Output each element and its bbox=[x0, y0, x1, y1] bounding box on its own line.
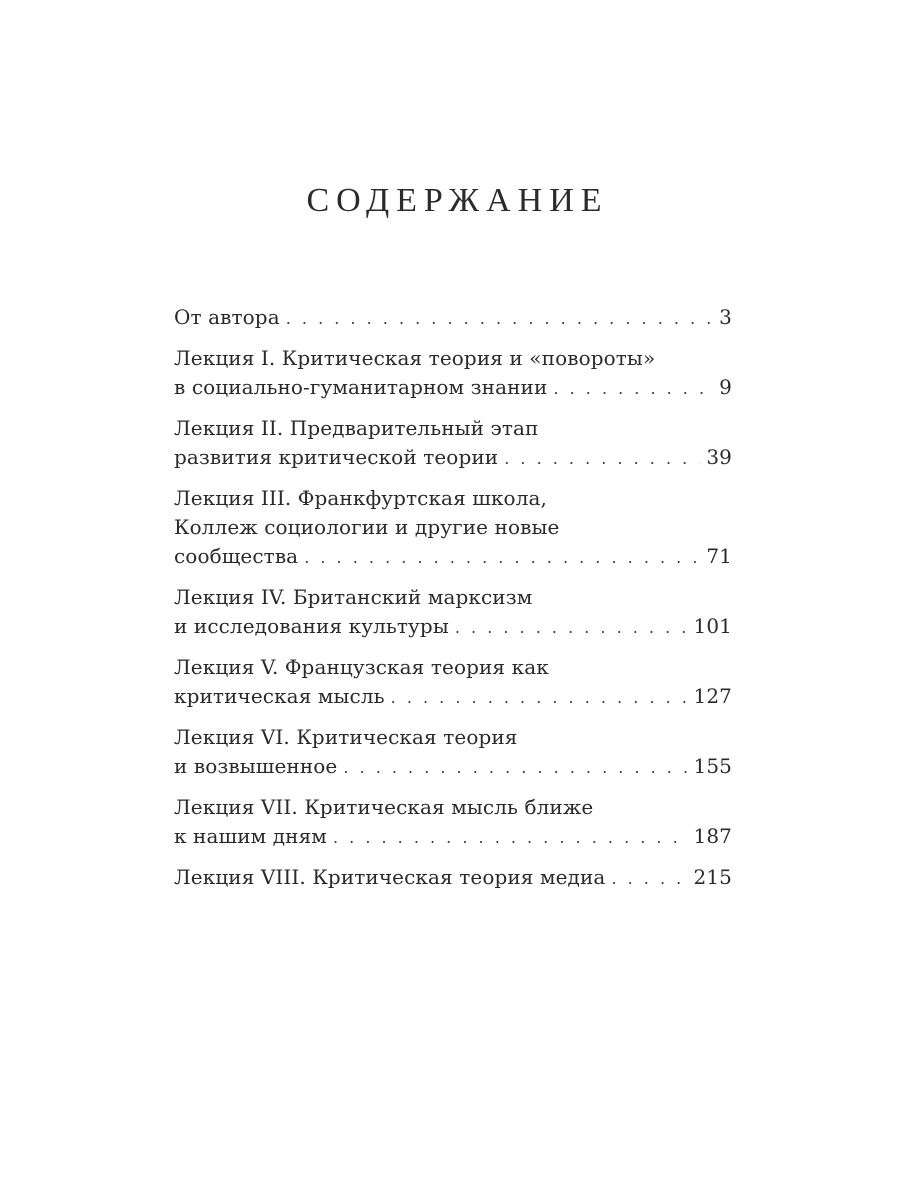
toc-page-number: 9 bbox=[719, 375, 732, 399]
toc-entry-title: Лекция VII. Критическая мысль ближе bbox=[174, 795, 594, 819]
dot-leader bbox=[391, 683, 688, 712]
dot-leader bbox=[333, 823, 688, 852]
toc-entry-title: сообщества bbox=[174, 544, 299, 568]
dot-leader bbox=[286, 304, 712, 333]
toc-entry-lecture-2 bbox=[174, 414, 732, 473]
toc-heading: СОДЕРЖАНИЕ bbox=[306, 182, 609, 219]
toc-entry-title: Лекция VIII. Критическая теория медиа bbox=[174, 865, 606, 889]
toc-entry-lecture-7 bbox=[174, 793, 732, 852]
toc-entry-title: Лекция I. Критическая теория и «повороты» bbox=[174, 346, 656, 370]
toc-entry-title: в социально-гуманитарном знании bbox=[174, 375, 548, 399]
toc-entry-lecture-1 bbox=[174, 344, 732, 403]
table-of-contents bbox=[174, 303, 732, 904]
toc-page-number: 187 bbox=[693, 824, 732, 848]
toc-entry-title: Лекция V. Французская теория как bbox=[174, 655, 549, 679]
dot-leader bbox=[553, 374, 712, 403]
dot-leader bbox=[343, 753, 687, 782]
toc-page-number: 215 bbox=[693, 865, 732, 889]
toc-entry-title: Лекция IV. Британский марксизм bbox=[174, 585, 533, 609]
toc-page-number: 3 bbox=[719, 305, 732, 329]
dot-leader bbox=[455, 613, 688, 642]
toc-page-number: 127 bbox=[693, 684, 732, 708]
toc-page-number: 39 bbox=[706, 445, 732, 469]
toc-entry-title: и исследования культуры bbox=[174, 614, 449, 638]
toc-entry-title: критическая мысль bbox=[174, 684, 385, 708]
toc-entry-title: Лекция II. Предварительный этап bbox=[174, 416, 539, 440]
dot-leader bbox=[504, 444, 700, 473]
toc-entry-author bbox=[174, 303, 732, 333]
toc-entry-title: От автора bbox=[174, 305, 280, 329]
toc-entry-lecture-6 bbox=[174, 723, 732, 782]
toc-page-number: 71 bbox=[706, 544, 732, 568]
toc-entry-title: к нашим дням bbox=[174, 824, 327, 848]
toc-entry-lecture-8 bbox=[174, 863, 732, 893]
toc-page-number: 101 bbox=[693, 614, 732, 638]
toc-entry-lecture-4 bbox=[174, 583, 732, 642]
toc-entry-title: Лекция III. Франкфуртская школа, bbox=[174, 486, 547, 510]
dot-leader bbox=[611, 864, 687, 893]
toc-entry-lecture-5 bbox=[174, 653, 732, 712]
toc-entry-title: Коллеж социологии и другие новые bbox=[174, 515, 560, 539]
toc-entry-title: и возвышенное bbox=[174, 754, 338, 778]
dot-leader bbox=[304, 543, 700, 572]
toc-entry-lecture-3 bbox=[174, 484, 732, 572]
toc-entry-title: развития критической теории bbox=[174, 445, 499, 469]
toc-page-number: 155 bbox=[693, 754, 732, 778]
toc-entry-title: Лекция VI. Критическая теория bbox=[174, 725, 518, 749]
